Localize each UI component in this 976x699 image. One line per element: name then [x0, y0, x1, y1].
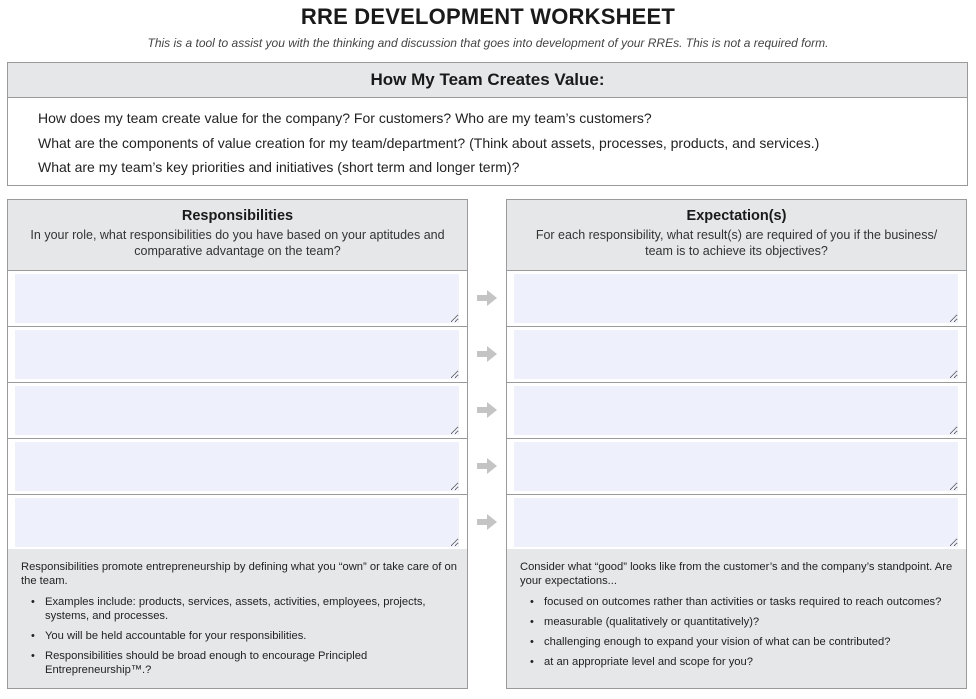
responsibility-field-3[interactable] — [15, 386, 459, 435]
expectation-row — [507, 327, 966, 383]
expectations-column — [506, 199, 967, 689]
expectation-field-4[interactable] — [514, 442, 958, 491]
expectation-row — [507, 495, 966, 551]
expectations-header — [507, 200, 966, 271]
responsibilities-footer-list — [21, 595, 459, 677]
responsibility-row — [8, 383, 467, 439]
value-section — [7, 62, 968, 186]
responsibility-row — [8, 327, 467, 383]
arrow-right-icon — [476, 511, 498, 533]
responsibility-row — [8, 495, 467, 551]
expectation-field-3[interactable] — [514, 386, 958, 435]
expectations-footer-list — [520, 595, 958, 669]
list-item: • measurable (qualitatively or quantitatively)? — [530, 615, 958, 629]
list-item: • You will be held accountable for your responsibilities. — [31, 629, 459, 643]
expectation-row — [507, 271, 966, 327]
value-question: How does my team create value for the company? For customers? Who are my team’s customers? — [38, 110, 652, 126]
list-item: • Responsibilities should be broad enough to encourage Principled Entrepreneurship™.? — [31, 649, 459, 677]
expectations-footer-intro: Consider what “good” looks like from the customer’s and the company’s standpoint. Are your expectations... — [520, 561, 953, 587]
arrow-right-icon — [476, 455, 498, 477]
responsibility-row — [8, 439, 467, 495]
expectation-row — [507, 439, 966, 495]
expectation-field-5[interactable] — [514, 498, 958, 547]
responsibility-field-4[interactable] — [15, 442, 459, 491]
expectation-field-1[interactable] — [514, 274, 958, 323]
page-title: RRE DEVELOPMENT WORKSHEET — [300, 4, 676, 29]
expectations-footer — [507, 549, 966, 688]
responsibility-row — [8, 271, 467, 327]
responsibilities-title: Responsibilities — [181, 208, 294, 224]
expectation-field-2[interactable] — [514, 330, 958, 379]
list-item: • Examples include: products, services, assets, activities, employees, projects, systems, and processes. — [31, 595, 459, 623]
list-item: • at an appropriate level and scope for you? — [530, 655, 958, 669]
arrow-right-icon — [476, 399, 498, 421]
responsibilities-footer — [8, 549, 467, 688]
responsibilities-header — [8, 200, 467, 271]
expectation-row — [507, 383, 966, 439]
arrow-right-icon — [476, 343, 498, 365]
value-section-heading: How My Team Creates Value: — [8, 63, 967, 98]
value-question: What are my team’s key priorities and initiatives (short term and longer term)? — [38, 159, 520, 175]
responsibilities-footer-intro: Responsibilities promote entrepreneurship by defining what you “own” or take care of on the team. — [21, 561, 457, 587]
value-question: What are the components of value creation for my team/department? (Think about assets, processes, products, and services.) — [38, 134, 820, 151]
value-questions — [8, 98, 967, 180]
arrow-right-icon — [476, 287, 498, 309]
responsibility-field-5[interactable] — [15, 498, 459, 547]
list-item: • challenging enough to expand your vision of what can be contributed? — [530, 635, 958, 649]
expectations-title: Expectation(s) — [686, 208, 787, 224]
responsibility-field-1[interactable] — [15, 274, 459, 323]
responsibilities-description: In your role, what responsibilities do you have based on your aptitudes and comparative advantage on the team? — [30, 228, 445, 258]
responsibilities-column — [7, 199, 468, 689]
list-item: • focused on outcomes rather than activities or tasks required to reach outcomes? — [530, 595, 958, 609]
responsibility-field-2[interactable] — [15, 330, 459, 379]
page-subtitle: This is a tool to assist you with the thinking and discussion that goes into development of your RREs. This is not a required form. — [147, 36, 829, 50]
expectations-description: For each responsibility, what result(s) are required of you if the business/ team is to achieve its objectives? — [535, 228, 938, 258]
